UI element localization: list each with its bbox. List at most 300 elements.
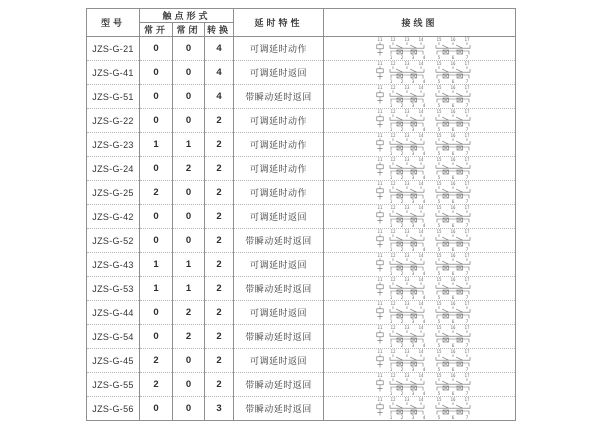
delay-characteristic-cell: 带瞬动延时返回 (234, 85, 324, 109)
delay-characteristic-cell: 可调延时返回 (234, 301, 324, 325)
svg-text:3: 3 (411, 54, 414, 60)
wiring-diagram-cell (324, 373, 516, 397)
changeover-cell: 2 (205, 157, 234, 181)
normally-open-cell: 0 (140, 109, 173, 133)
normally-closed-cell: 1 (173, 253, 205, 277)
wiring-diagram-cell (324, 325, 516, 349)
svg-text:16: 16 (450, 253, 456, 259)
wiring-diagram-schematic (324, 325, 515, 348)
delay-characteristic-cell: 可调延时返回 (234, 349, 324, 373)
svg-text:15: 15 (436, 373, 442, 379)
svg-text:7: 7 (465, 414, 468, 420)
wiring-diagram-cell (324, 205, 516, 229)
svg-text:17: 17 (464, 133, 470, 139)
svg-text:1: 1 (389, 102, 392, 108)
wiring-diagram-schematic (324, 181, 515, 204)
svg-text:3: 3 (411, 318, 414, 324)
table-row (87, 181, 516, 205)
svg-text:14: 14 (418, 85, 424, 91)
wiring-diagram-cell (324, 181, 516, 205)
svg-text:2: 2 (400, 174, 403, 180)
delay-characteristic-cell: 可调延时返回 (234, 61, 324, 85)
normally-open-cell: 0 (140, 61, 173, 85)
svg-text:7: 7 (465, 126, 468, 132)
svg-text:3: 3 (411, 390, 414, 396)
svg-text:5: 5 (437, 366, 440, 372)
model-cell: JZS-G-23 (87, 133, 140, 157)
svg-text:14: 14 (418, 205, 424, 211)
svg-text:6: 6 (451, 198, 454, 204)
delay-characteristic-cell: 可调延时动作 (234, 37, 324, 61)
svg-text:15: 15 (436, 109, 442, 115)
svg-text:3: 3 (411, 174, 414, 180)
delay-characteristic-cell: 带瞬动延时返回 (234, 373, 324, 397)
normally-open-cell: 1 (140, 133, 173, 157)
svg-text:5: 5 (437, 198, 440, 204)
model-cell: JZS-G-55 (87, 373, 140, 397)
svg-text:12: 12 (390, 61, 396, 67)
svg-text:16: 16 (450, 157, 456, 163)
svg-text:1: 1 (389, 390, 392, 396)
delay-characteristic-cell: 带瞬动延时返回 (234, 229, 324, 253)
normally-closed-cell: 0 (173, 373, 205, 397)
svg-text:15: 15 (436, 277, 442, 283)
svg-text:2: 2 (400, 342, 403, 348)
svg-text:7: 7 (465, 342, 468, 348)
normally-open-cell: 1 (140, 253, 173, 277)
header-normally-closed: 常闭 (173, 23, 205, 37)
svg-text:6: 6 (451, 270, 454, 276)
table-row (87, 325, 516, 349)
svg-text:14: 14 (418, 325, 424, 331)
svg-text:15: 15 (436, 205, 442, 211)
svg-text:4: 4 (422, 174, 425, 180)
svg-text:3: 3 (411, 222, 414, 228)
model-cell: JZS-G-53 (87, 277, 140, 301)
svg-text:5: 5 (437, 102, 440, 108)
svg-text:2: 2 (400, 150, 403, 156)
svg-text:11: 11 (377, 397, 383, 403)
svg-text:1: 1 (389, 366, 392, 372)
svg-text:7: 7 (465, 54, 468, 60)
svg-text:13: 13 (404, 181, 410, 187)
svg-text:2: 2 (400, 366, 403, 372)
wiring-diagram-schematic (324, 61, 515, 84)
normally-open-cell: 0 (140, 205, 173, 229)
svg-text:1: 1 (389, 270, 392, 276)
svg-text:16: 16 (450, 229, 456, 235)
changeover-cell: 2 (205, 229, 234, 253)
table-row (87, 349, 516, 373)
normally-closed-cell: 0 (173, 61, 205, 85)
normally-open-cell: 2 (140, 349, 173, 373)
svg-text:11: 11 (377, 229, 383, 235)
svg-text:17: 17 (464, 181, 470, 187)
svg-text:17: 17 (464, 253, 470, 259)
svg-text:6: 6 (451, 246, 454, 252)
model-cell: JZS-G-51 (87, 85, 140, 109)
normally-open-cell: 0 (140, 157, 173, 181)
normally-closed-cell: 1 (173, 277, 205, 301)
svg-text:7: 7 (465, 102, 468, 108)
svg-text:12: 12 (390, 181, 396, 187)
svg-text:3: 3 (411, 198, 414, 204)
wiring-diagram-schematic (324, 157, 515, 180)
svg-text:15: 15 (436, 397, 442, 403)
svg-text:2: 2 (400, 318, 403, 324)
svg-text:7: 7 (465, 318, 468, 324)
model-cell: JZS-G-41 (87, 61, 140, 85)
svg-text:4: 4 (422, 294, 425, 300)
svg-text:3: 3 (411, 78, 414, 84)
model-cell: JZS-G-45 (87, 349, 140, 373)
svg-text:11: 11 (377, 349, 383, 355)
svg-text:3: 3 (411, 366, 414, 372)
svg-text:16: 16 (450, 109, 456, 115)
wiring-diagram-cell (324, 229, 516, 253)
svg-text:15: 15 (436, 253, 442, 259)
delay-characteristic-cell: 带瞬动延时返回 (234, 277, 324, 301)
wiring-diagram-cell (324, 253, 516, 277)
svg-text:1: 1 (389, 342, 392, 348)
svg-text:7: 7 (465, 78, 468, 84)
table-row (87, 253, 516, 277)
model-cell: JZS-G-22 (87, 109, 140, 133)
svg-text:14: 14 (418, 229, 424, 235)
svg-text:13: 13 (404, 229, 410, 235)
wiring-diagram-cell (324, 397, 516, 421)
svg-text:11: 11 (377, 373, 383, 379)
svg-text:12: 12 (390, 205, 396, 211)
table-row (87, 37, 516, 61)
svg-text:16: 16 (450, 349, 456, 355)
wiring-diagram-schematic (324, 277, 515, 300)
svg-text:13: 13 (404, 205, 410, 211)
normally-open-cell: 2 (140, 181, 173, 205)
svg-text:4: 4 (422, 318, 425, 324)
svg-text:11: 11 (377, 205, 383, 211)
svg-text:2: 2 (400, 294, 403, 300)
wiring-diagram-schematic (324, 301, 515, 324)
svg-text:15: 15 (436, 37, 442, 43)
svg-text:6: 6 (451, 342, 454, 348)
svg-text:16: 16 (450, 133, 456, 139)
svg-text:13: 13 (404, 37, 410, 43)
delay-characteristic-cell: 可调延时返回 (234, 253, 324, 277)
svg-text:17: 17 (464, 397, 470, 403)
svg-text:12: 12 (390, 301, 396, 307)
svg-text:6: 6 (451, 366, 454, 372)
normally-closed-cell: 0 (173, 181, 205, 205)
svg-text:11: 11 (377, 61, 383, 67)
changeover-cell: 2 (205, 373, 234, 397)
svg-text:15: 15 (436, 301, 442, 307)
svg-text:14: 14 (418, 277, 424, 283)
svg-text:5: 5 (437, 342, 440, 348)
svg-text:5: 5 (437, 126, 440, 132)
svg-text:14: 14 (418, 37, 424, 43)
svg-text:16: 16 (450, 37, 456, 43)
svg-text:2: 2 (400, 78, 403, 84)
svg-text:7: 7 (465, 222, 468, 228)
normally-open-cell: 0 (140, 85, 173, 109)
wiring-diagram-schematic (324, 109, 515, 132)
svg-text:14: 14 (418, 373, 424, 379)
svg-text:3: 3 (411, 414, 414, 420)
relay-spec-table (86, 8, 516, 421)
svg-text:12: 12 (390, 253, 396, 259)
svg-text:15: 15 (436, 181, 442, 187)
normally-open-cell: 2 (140, 373, 173, 397)
svg-text:4: 4 (422, 126, 425, 132)
svg-text:3: 3 (411, 102, 414, 108)
delay-characteristic-cell: 可调延时动作 (234, 133, 324, 157)
svg-text:17: 17 (464, 85, 470, 91)
svg-text:12: 12 (390, 373, 396, 379)
changeover-cell: 2 (205, 205, 234, 229)
table-row (87, 85, 516, 109)
svg-text:14: 14 (418, 253, 424, 259)
model-cell: JZS-G-21 (87, 37, 140, 61)
table-row (87, 301, 516, 325)
svg-text:7: 7 (465, 198, 468, 204)
table-row (87, 205, 516, 229)
svg-text:6: 6 (451, 54, 454, 60)
normally-closed-cell: 0 (173, 85, 205, 109)
svg-text:1: 1 (389, 246, 392, 252)
svg-text:15: 15 (436, 157, 442, 163)
svg-text:17: 17 (464, 277, 470, 283)
normally-closed-cell: 0 (173, 349, 205, 373)
wiring-diagram-cell (324, 85, 516, 109)
svg-text:6: 6 (451, 390, 454, 396)
svg-text:12: 12 (390, 325, 396, 331)
svg-text:1: 1 (389, 198, 392, 204)
svg-text:17: 17 (464, 109, 470, 115)
changeover-cell: 2 (205, 133, 234, 157)
svg-text:15: 15 (436, 229, 442, 235)
normally-closed-cell: 0 (173, 109, 205, 133)
svg-text:1: 1 (389, 414, 392, 420)
svg-text:6: 6 (451, 414, 454, 420)
model-cell: JZS-G-54 (87, 325, 140, 349)
header-wiring-diagram: 接线图 (324, 9, 516, 37)
wiring-diagram-schematic (324, 349, 515, 372)
svg-text:5: 5 (437, 390, 440, 396)
changeover-cell: 2 (205, 301, 234, 325)
svg-text:13: 13 (404, 109, 410, 115)
wiring-diagram-schematic (324, 373, 515, 396)
svg-text:7: 7 (465, 390, 468, 396)
svg-text:11: 11 (377, 301, 383, 307)
svg-text:16: 16 (450, 301, 456, 307)
normally-closed-cell: 1 (173, 133, 205, 157)
table-row (87, 397, 516, 421)
svg-text:3: 3 (411, 342, 414, 348)
svg-text:15: 15 (436, 85, 442, 91)
svg-text:7: 7 (465, 150, 468, 156)
relay-spec-table-wrap (86, 8, 516, 421)
svg-text:14: 14 (418, 397, 424, 403)
svg-text:17: 17 (464, 349, 470, 355)
svg-text:4: 4 (422, 390, 425, 396)
svg-text:2: 2 (400, 390, 403, 396)
svg-text:11: 11 (377, 85, 383, 91)
model-cell: JZS-G-25 (87, 181, 140, 205)
normally-closed-cell: 0 (173, 229, 205, 253)
svg-text:11: 11 (377, 253, 383, 259)
delay-characteristic-cell: 可调延时动作 (234, 181, 324, 205)
normally-closed-cell: 2 (173, 157, 205, 181)
svg-text:11: 11 (377, 109, 383, 115)
delay-characteristic-cell: 可调延时动作 (234, 109, 324, 133)
table-row (87, 109, 516, 133)
svg-text:12: 12 (390, 349, 396, 355)
svg-text:7: 7 (465, 366, 468, 372)
changeover-cell: 4 (205, 61, 234, 85)
svg-text:5: 5 (437, 270, 440, 276)
svg-text:1: 1 (389, 318, 392, 324)
svg-text:12: 12 (390, 229, 396, 235)
svg-text:13: 13 (404, 133, 410, 139)
changeover-cell: 2 (205, 181, 234, 205)
header-normally-open: 常开 (140, 23, 173, 37)
svg-text:11: 11 (377, 325, 383, 331)
model-cell: JZS-G-56 (87, 397, 140, 421)
svg-text:6: 6 (451, 102, 454, 108)
svg-text:1: 1 (389, 150, 392, 156)
svg-text:2: 2 (400, 102, 403, 108)
svg-text:1: 1 (389, 54, 392, 60)
svg-text:6: 6 (451, 78, 454, 84)
svg-text:15: 15 (436, 61, 442, 67)
table-row (87, 133, 516, 157)
svg-text:5: 5 (437, 78, 440, 84)
wiring-diagram-schematic (324, 37, 515, 60)
normally-closed-cell: 2 (173, 325, 205, 349)
svg-text:6: 6 (451, 318, 454, 324)
svg-text:15: 15 (436, 325, 442, 331)
normally-closed-cell: 0 (173, 37, 205, 61)
changeover-cell: 4 (205, 85, 234, 109)
svg-text:2: 2 (400, 270, 403, 276)
normally-closed-cell: 2 (173, 301, 205, 325)
wiring-diagram-cell (324, 109, 516, 133)
model-cell: JZS-G-42 (87, 205, 140, 229)
svg-text:13: 13 (404, 85, 410, 91)
svg-text:17: 17 (464, 301, 470, 307)
wiring-diagram-cell (324, 133, 516, 157)
svg-text:1: 1 (389, 222, 392, 228)
svg-text:13: 13 (404, 301, 410, 307)
svg-text:17: 17 (464, 157, 470, 163)
svg-text:16: 16 (450, 397, 456, 403)
normally-open-cell: 0 (140, 301, 173, 325)
svg-text:4: 4 (422, 270, 425, 276)
svg-text:11: 11 (377, 277, 383, 283)
svg-text:17: 17 (464, 229, 470, 235)
svg-text:1: 1 (389, 174, 392, 180)
svg-text:5: 5 (437, 246, 440, 252)
changeover-cell: 4 (205, 37, 234, 61)
svg-text:4: 4 (422, 102, 425, 108)
svg-text:14: 14 (418, 181, 424, 187)
svg-text:16: 16 (450, 205, 456, 211)
svg-text:3: 3 (411, 126, 414, 132)
wiring-diagram-schematic (324, 133, 515, 156)
wiring-diagram-cell (324, 37, 516, 61)
svg-text:11: 11 (377, 37, 383, 43)
svg-text:12: 12 (390, 109, 396, 115)
normally-open-cell: 1 (140, 277, 173, 301)
delay-characteristic-cell: 带瞬动延时返回 (234, 325, 324, 349)
svg-text:4: 4 (422, 54, 425, 60)
svg-text:14: 14 (418, 349, 424, 355)
svg-text:2: 2 (400, 414, 403, 420)
changeover-cell: 3 (205, 397, 234, 421)
header-changeover: 转换 (205, 23, 234, 37)
svg-text:2: 2 (400, 126, 403, 132)
svg-text:5: 5 (437, 414, 440, 420)
model-cell: JZS-G-43 (87, 253, 140, 277)
svg-text:2: 2 (400, 246, 403, 252)
svg-text:14: 14 (418, 133, 424, 139)
wiring-diagram-cell (324, 349, 516, 373)
svg-text:13: 13 (404, 157, 410, 163)
wiring-diagram-schematic (324, 205, 515, 228)
svg-text:16: 16 (450, 61, 456, 67)
normally-open-cell: 0 (140, 397, 173, 421)
svg-text:12: 12 (390, 85, 396, 91)
model-cell: JZS-G-24 (87, 157, 140, 181)
svg-text:6: 6 (451, 222, 454, 228)
svg-text:7: 7 (465, 294, 468, 300)
changeover-cell: 2 (205, 349, 234, 373)
svg-text:6: 6 (451, 294, 454, 300)
svg-text:4: 4 (422, 198, 425, 204)
svg-text:3: 3 (411, 150, 414, 156)
wiring-diagram-schematic (324, 397, 515, 420)
svg-text:4: 4 (422, 150, 425, 156)
table-row (87, 277, 516, 301)
svg-text:4: 4 (422, 246, 425, 252)
wiring-diagram-schematic (324, 253, 515, 276)
svg-text:5: 5 (437, 54, 440, 60)
svg-text:3: 3 (411, 270, 414, 276)
svg-text:5: 5 (437, 174, 440, 180)
svg-text:4: 4 (422, 78, 425, 84)
svg-text:11: 11 (377, 181, 383, 187)
wiring-diagram-cell (324, 301, 516, 325)
wiring-diagram-schematic (324, 229, 515, 252)
svg-text:2: 2 (400, 222, 403, 228)
svg-text:13: 13 (404, 61, 410, 67)
svg-text:14: 14 (418, 109, 424, 115)
header-contact-form: 触点形式 (140, 9, 234, 23)
table-row (87, 157, 516, 181)
delay-characteristic-cell: 可调延时返回 (234, 205, 324, 229)
svg-text:2: 2 (400, 198, 403, 204)
header-delay-characteristic: 延时特性 (234, 9, 324, 37)
svg-text:4: 4 (422, 342, 425, 348)
svg-text:14: 14 (418, 301, 424, 307)
svg-text:16: 16 (450, 325, 456, 331)
svg-text:5: 5 (437, 294, 440, 300)
svg-text:6: 6 (451, 174, 454, 180)
svg-text:15: 15 (436, 133, 442, 139)
svg-text:1: 1 (389, 126, 392, 132)
svg-text:7: 7 (465, 174, 468, 180)
